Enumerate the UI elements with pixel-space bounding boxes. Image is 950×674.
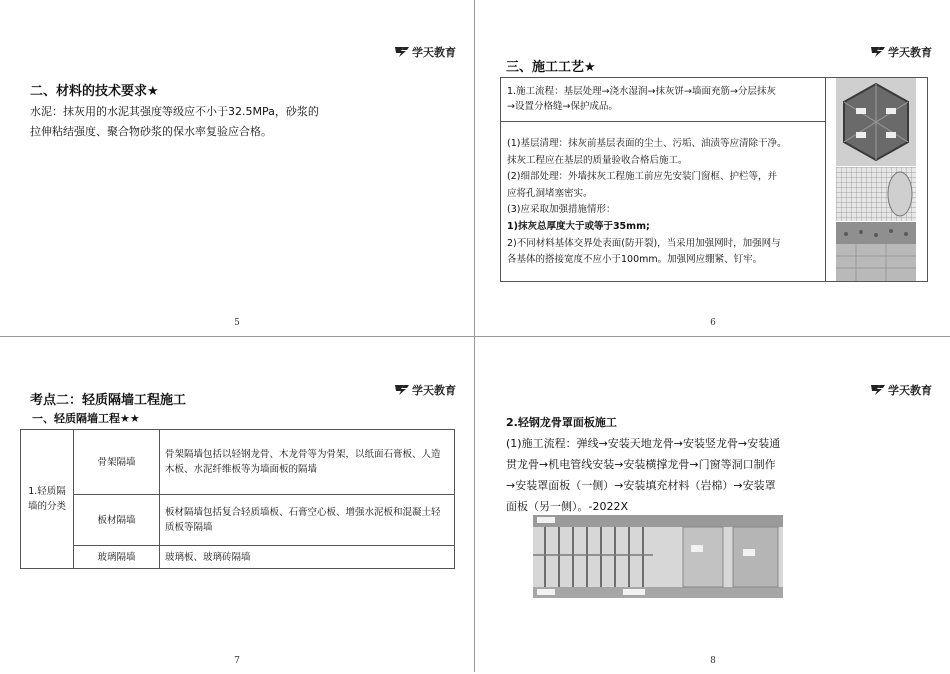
table-row bbox=[21, 546, 455, 569]
table-row bbox=[21, 430, 455, 495]
brand-logo bbox=[395, 382, 456, 398]
slide-6 bbox=[476, 0, 950, 336]
slide-divider-horizontal bbox=[0, 336, 950, 337]
steel-stud-frame-photo bbox=[533, 515, 783, 598]
detail-line: 应将孔洞堵塞密实。 bbox=[507, 187, 593, 199]
page-number: 7 bbox=[234, 656, 240, 666]
desc-cell: 板材隔墙包括复合轻质墙板、石膏空心板、增强水泥板和混凝土轻质板等隔墙 bbox=[160, 495, 455, 546]
table-row bbox=[21, 495, 455, 546]
partition-type-table bbox=[20, 429, 455, 569]
body-line: (1)施工流程：弹线→安装天地龙骨→安装竖龙骨→安装通 bbox=[506, 437, 781, 450]
body-line: 面板（另一侧）。-2022X bbox=[506, 500, 628, 513]
type-cell: 玻璃隔墙 bbox=[74, 546, 160, 569]
detail-line: (3)应采取加强措施情形： bbox=[507, 204, 616, 216]
page-number: 5 bbox=[234, 318, 240, 328]
mesh-sample-photo bbox=[836, 78, 916, 166]
desc-cell: 玻璃板、玻璃砖隔墙 bbox=[160, 546, 455, 569]
detail-line: (2)细部处理：外墙抹灰工程施工前应先安装门窗框、护栏等，并 bbox=[507, 171, 777, 183]
detail-line: 各基体的搭接宽度不应小于100mm。加强网应绷紧、钉牢。 bbox=[507, 254, 763, 266]
desc-cell: 骨架隔墙包括以轻钢龙骨、木龙骨等为骨架，以纸面石膏板、人造木板、水泥纤维板等为墙面板的隔墙 bbox=[160, 430, 455, 495]
slide-7 bbox=[0, 338, 474, 674]
body-line: 拉伸粘结强度、聚合物砂浆的保水率复验应合格。 bbox=[30, 125, 272, 138]
brand-name: 学天教育 bbox=[412, 46, 456, 59]
body-line: →安装罩面板（一侧）→安装填充材料（岩棉）→安装罩 bbox=[506, 479, 776, 492]
type-cell: 骨架隔墙 bbox=[74, 430, 160, 495]
brand-mark-icon bbox=[395, 385, 409, 395]
slide-7-subheading: 一、轻质隔墙工程★★ bbox=[32, 412, 140, 425]
detail-line: (1)基层清理：抹灰前基层表面的尘土、污垢、油渍等应清除干净。 bbox=[507, 138, 787, 149]
brand-name: 学天教育 bbox=[412, 384, 456, 397]
detail-line: 抹灰工程应在基层的质量验收合格后施工。 bbox=[507, 154, 688, 166]
detail-line: 1)抹灰总厚度大于或等于35mm; bbox=[507, 220, 650, 232]
body-line: 贯龙骨→机电管线安装→安装横撑龙骨→门窗等洞口制作 bbox=[506, 458, 776, 471]
category-cell: 1.轻质隔墙的分类 bbox=[21, 430, 74, 569]
process-flow bbox=[501, 78, 826, 122]
brand-logo bbox=[395, 44, 456, 60]
slide-8 bbox=[476, 338, 950, 674]
brand-logo bbox=[871, 44, 932, 60]
page-number: 6 bbox=[710, 318, 716, 328]
flow-line: 1.施工流程：基层处理→浇水湿润→抹灰饼→墙面充筋→分层抹灰 bbox=[507, 86, 776, 97]
slide-8-heading: 2.轻钢龙骨罩面板施工 bbox=[506, 416, 617, 429]
brand-mark-icon bbox=[395, 47, 409, 57]
wire-mesh-roll-photo bbox=[836, 167, 916, 221]
slide-6-heading: 三、施工工艺★ bbox=[506, 60, 596, 75]
wall-mesh-photo bbox=[836, 222, 916, 281]
brand-logo bbox=[871, 382, 932, 398]
brand-mark-icon bbox=[871, 385, 885, 395]
type-cell: 板材隔墙 bbox=[74, 495, 160, 546]
detail-line: 2)不同材料基体交界处表面(防开裂)，当采用加强网时，加强网与 bbox=[507, 237, 781, 249]
slide-5-body bbox=[30, 102, 319, 142]
page-number: 8 bbox=[710, 656, 716, 666]
slide-8-text bbox=[506, 412, 780, 517]
process-details bbox=[501, 122, 826, 281]
brand-mark-icon bbox=[871, 47, 885, 57]
brand-name: 学天教育 bbox=[888, 46, 932, 59]
flow-line: →设置分格缝→保护成品。 bbox=[507, 101, 618, 112]
brand-name: 学天教育 bbox=[888, 384, 932, 397]
slide-5-heading: 二、材料的技术要求★ bbox=[30, 84, 159, 99]
slide-7-heading: 考点二：轻质隔墙工程施工 bbox=[30, 393, 187, 408]
body-line: 水泥：抹灰用的水泥其强度等级应不小于32.5MPa，砂浆的 bbox=[30, 105, 319, 118]
slide-5 bbox=[0, 0, 474, 336]
process-box bbox=[500, 77, 928, 282]
